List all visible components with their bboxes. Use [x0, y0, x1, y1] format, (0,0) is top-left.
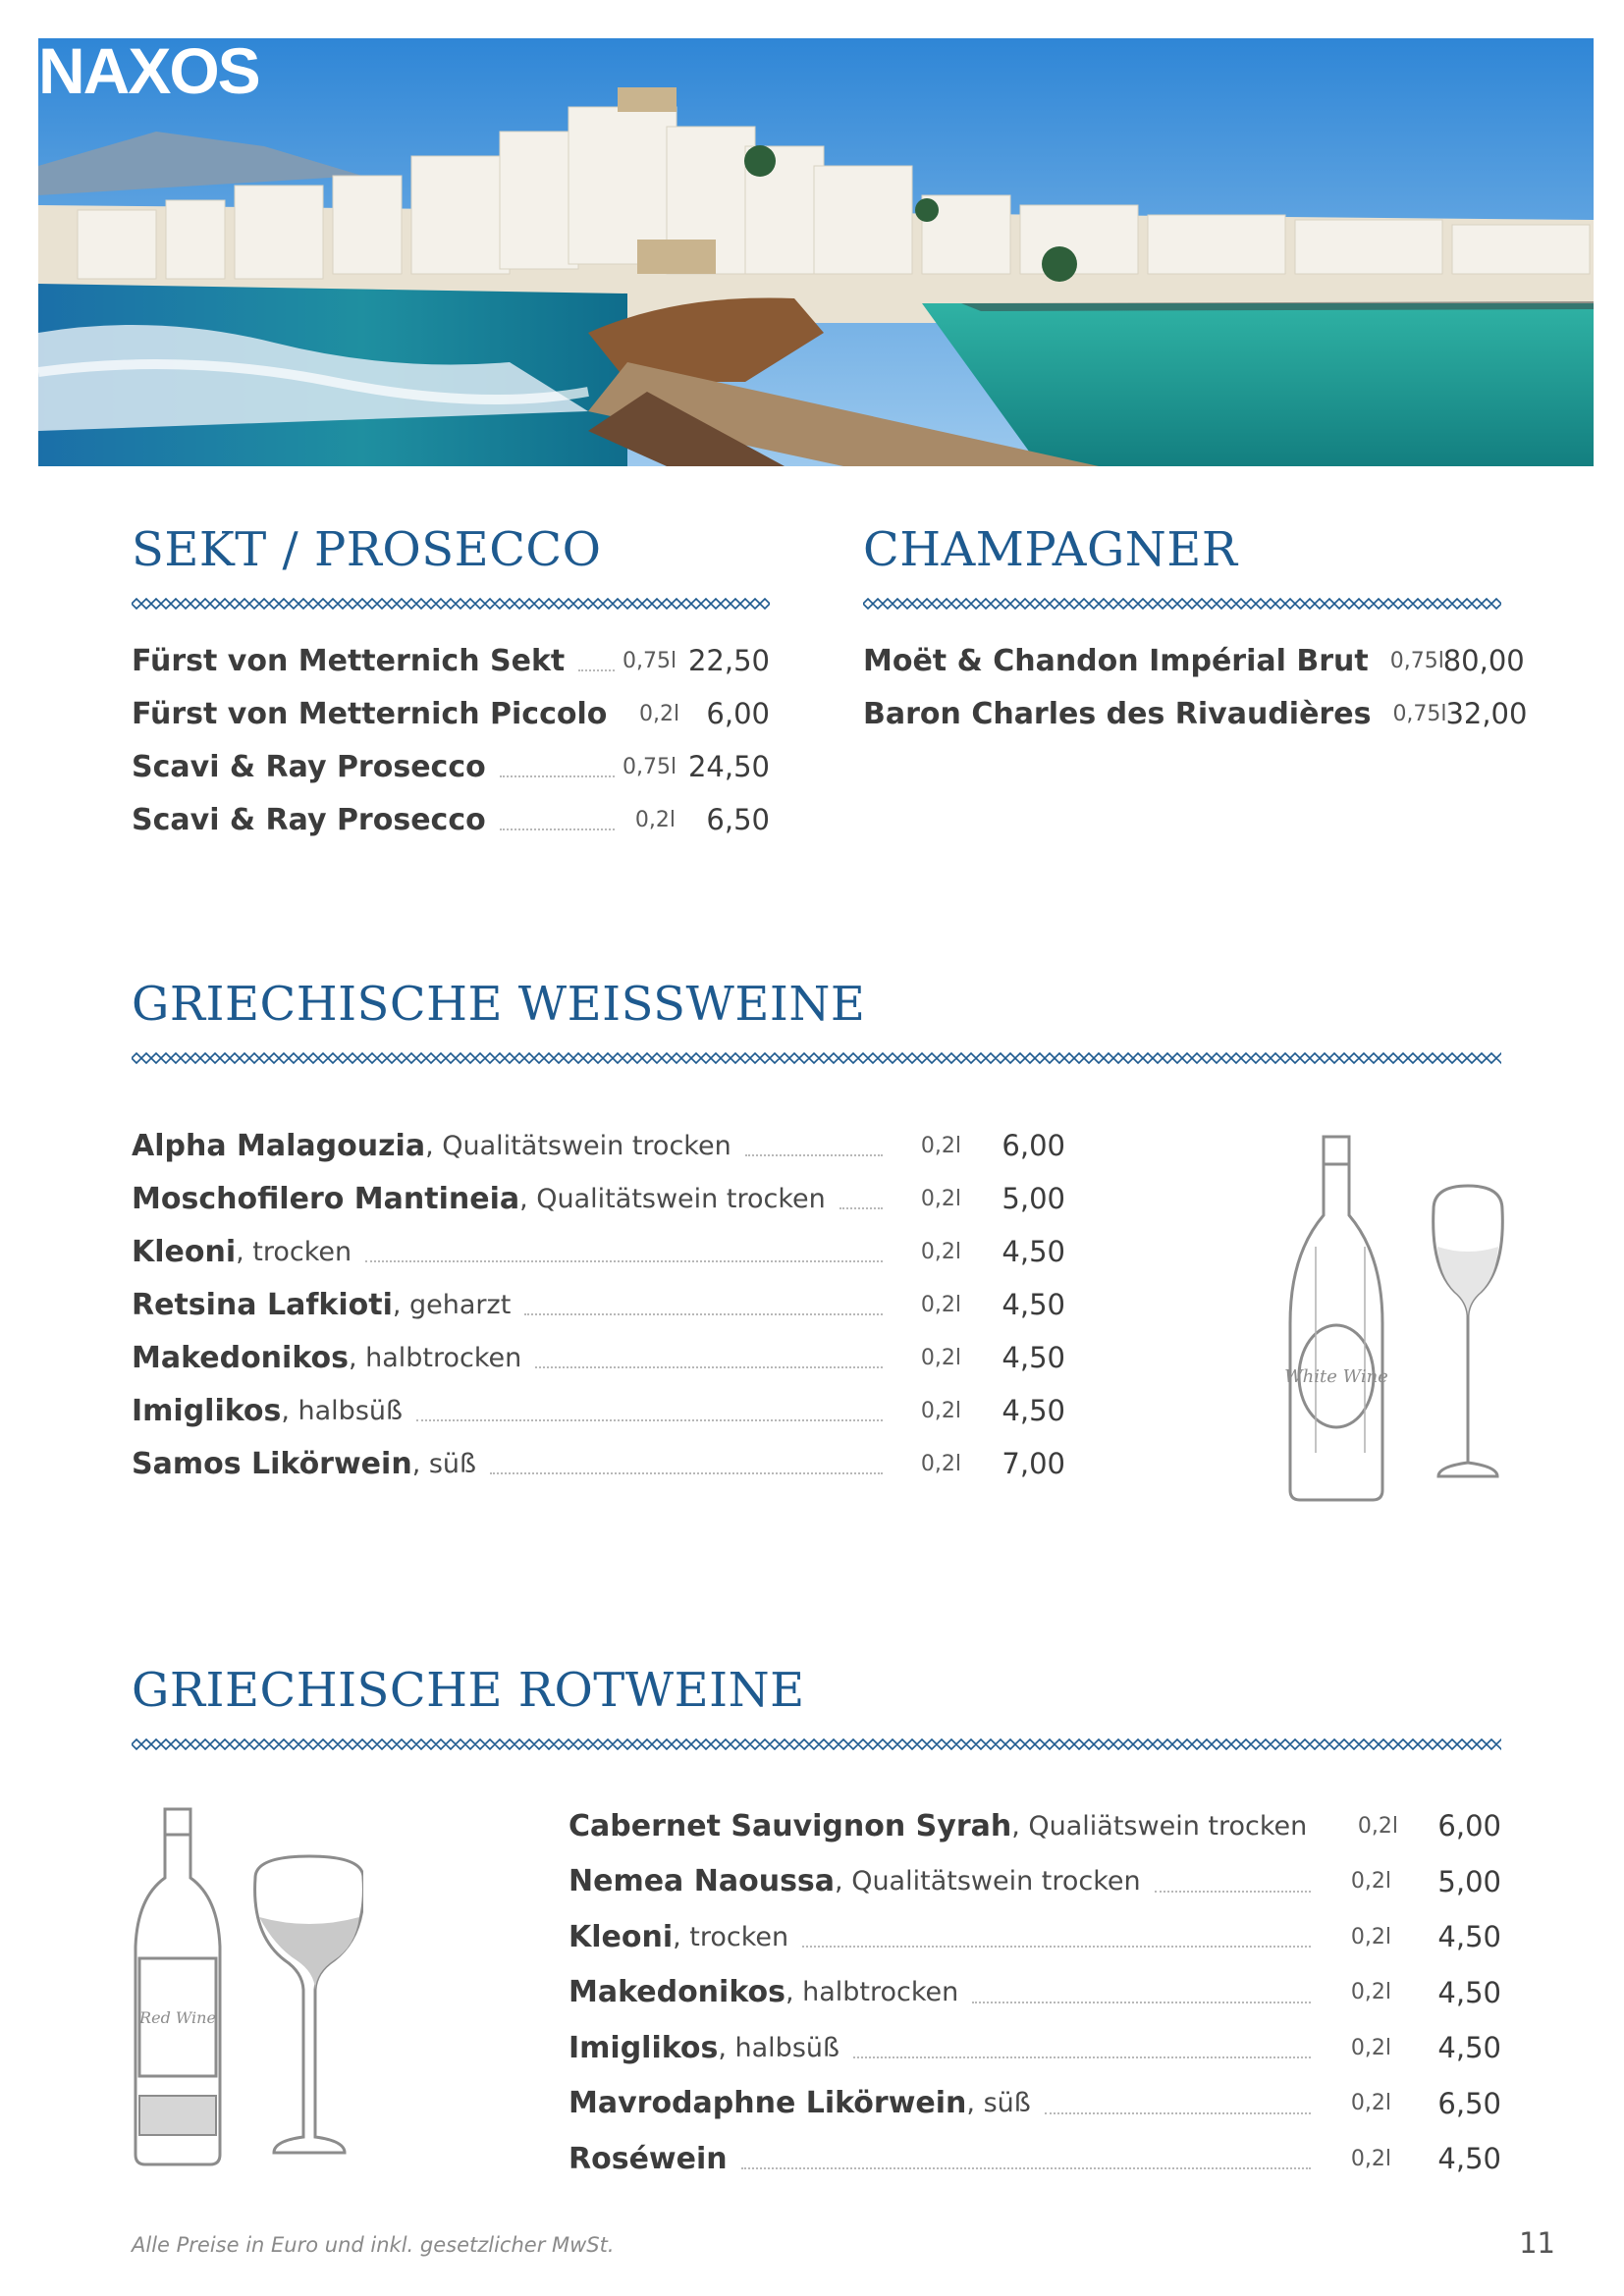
item-volume: 0,75l [1392, 701, 1447, 726]
item-volume: 0,2l [920, 1186, 961, 1211]
menu-item [568, 2139, 1501, 2178]
item-price: 6,00 [706, 697, 770, 730]
menu-item [568, 1862, 1501, 1901]
menu-item [132, 1232, 1065, 1271]
section-title-champagner: CHAMPAGNER [863, 522, 1238, 577]
menu-item [863, 694, 1528, 733]
wavy-divider [132, 597, 770, 611]
item-name: Mavrodaphne Likörwein [568, 2086, 967, 2120]
menu-item [132, 800, 770, 839]
leader-dots [1155, 1891, 1311, 1893]
hero-title: NAXOS [38, 38, 259, 107]
item-description: , halbtrocken [348, 1342, 522, 1373]
item-volume: 0,2l [1357, 1813, 1398, 1839]
menu-item [132, 694, 770, 733]
menu-item [132, 1179, 1065, 1218]
item-price: 4,50 [1001, 1394, 1065, 1427]
item-volume: 0,2l [1350, 2035, 1391, 2060]
item-volume: 0,2l [920, 1451, 961, 1476]
leader-dots [535, 1366, 883, 1368]
item-price: 6,50 [1437, 2086, 1501, 2120]
leader-dots [853, 2056, 1311, 2058]
item-price: 4,50 [1437, 1920, 1501, 1953]
leader-dots [490, 1472, 883, 1474]
leader-dots [578, 669, 615, 671]
menu-item [132, 1126, 1065, 1165]
item-price: 4,50 [1437, 2142, 1501, 2175]
item-name: Moschofilero Mantineia [132, 1181, 520, 1216]
item-volume: 0,75l [623, 754, 677, 779]
section-title-rotweine: GRIECHISCHE ROTWEINE [132, 1663, 805, 1718]
menu-item [132, 1391, 1065, 1430]
item-price: 5,00 [1437, 1864, 1501, 1898]
item-name: Fürst von Metternich Piccolo [132, 696, 608, 731]
item-volume: 0,2l [1350, 1924, 1391, 1949]
item-name: Makedonikos [132, 1340, 349, 1375]
item-name: Imiglikos [568, 2030, 719, 2065]
item-name: Moët & Chandon Impérial Brut [863, 643, 1369, 678]
menu-item [132, 1285, 1065, 1324]
item-price: 6,00 [1001, 1129, 1065, 1162]
item-name: Roséwein [568, 2141, 728, 2176]
leader-dots [500, 828, 615, 830]
leader-dots [802, 1946, 1311, 1948]
section-title-weissweine: GRIECHISCHE WEISSWEINE [132, 977, 866, 1032]
menu-item [568, 1806, 1501, 1845]
item-description: , halbtrocken [785, 1977, 959, 2007]
leader-dots [745, 1154, 883, 1156]
item-description: , trocken [673, 1921, 789, 1952]
item-description: , halbsüß [718, 2032, 840, 2063]
item-name: Scavi & Ray Prosecco [132, 749, 486, 784]
item-price: 22,50 [687, 644, 770, 677]
item-description: , Qualitätswein trocken [835, 1866, 1141, 1896]
footer-note: Alle Preise in Euro und inkl. gesetzlicher MwSt. [132, 2233, 615, 2257]
item-volume: 0,2l [920, 1239, 961, 1264]
item-name: Imiglikos [132, 1393, 282, 1428]
item-description: , Qualitätswein trocken [519, 1183, 826, 1214]
item-description: , halbsüß [281, 1395, 404, 1426]
item-description: , süß [966, 2088, 1031, 2118]
item-volume: 0,2l [920, 1345, 961, 1370]
menu-item [132, 641, 770, 680]
item-volume: 0,2l [920, 1398, 961, 1423]
menu-item [568, 2084, 1501, 2123]
leader-dots [500, 775, 615, 777]
leader-dots [416, 1419, 883, 1421]
menu-item [132, 1444, 1065, 1483]
item-price: 7,00 [1001, 1447, 1065, 1480]
leader-dots [972, 2002, 1311, 2003]
leader-dots [1045, 2112, 1311, 2114]
item-volume: 0,2l [1350, 1869, 1391, 1894]
item-name: Nemea Naoussa [568, 1864, 836, 1898]
item-name: Baron Charles des Rivaudières [863, 696, 1372, 731]
leader-dots [741, 2167, 1311, 2169]
item-price: 6,00 [1437, 1809, 1501, 1842]
item-name: Cabernet Sauvignon Syrah [568, 1808, 1012, 1843]
wavy-divider [863, 597, 1501, 611]
page-number: 11 [1519, 2226, 1555, 2260]
item-price: 4,50 [1001, 1341, 1065, 1374]
section-title-sekt: SEKT / PROSECCO [132, 522, 602, 577]
white-wine-illustration [1276, 1129, 1512, 1507]
item-price: 32,00 [1445, 697, 1528, 730]
leader-dots [365, 1260, 883, 1262]
leader-dots [524, 1313, 883, 1315]
item-name: Fürst von Metternich Sekt [132, 643, 566, 678]
bottle-label: White Wine [1284, 1366, 1388, 1387]
item-price: 5,00 [1001, 1182, 1065, 1215]
item-description: , trocken [236, 1236, 352, 1267]
item-volume: 0,2l [634, 807, 676, 832]
leader-dots [839, 1207, 883, 1209]
item-volume: 0,2l [638, 701, 680, 726]
menu-item [568, 1917, 1501, 1956]
item-name: Retsina Lafkioti [132, 1287, 393, 1322]
item-volume: 0,2l [1350, 2091, 1391, 2115]
item-name: Kleoni [132, 1234, 237, 1269]
item-name: Scavi & Ray Prosecco [132, 802, 486, 837]
item-price: 6,50 [706, 803, 770, 836]
item-volume: 0,2l [1350, 1980, 1391, 2004]
menu-item [568, 2028, 1501, 2067]
item-description: , Qualitätswein trocken [425, 1130, 731, 1161]
item-name: Samos Likörwein [132, 1446, 412, 1481]
wavy-divider [132, 1737, 1501, 1751]
bottle-label: Red Wine [139, 2008, 216, 2027]
item-name: Alpha Malagouzia [132, 1128, 426, 1163]
item-price: 4,50 [1001, 1288, 1065, 1321]
item-volume: 0,75l [1389, 648, 1444, 673]
item-description: , geharzt [392, 1289, 512, 1320]
item-description: , Qualiätswein trocken [1011, 1810, 1308, 1842]
item-price: 24,50 [687, 750, 770, 783]
item-volume: 0,2l [920, 1133, 961, 1158]
item-volume: 0,2l [920, 1292, 961, 1317]
item-price: 4,50 [1437, 1975, 1501, 2009]
item-price: 80,00 [1442, 644, 1525, 677]
item-name: Kleoni [568, 1919, 674, 1954]
wavy-divider [132, 1051, 1501, 1065]
item-volume: 0,2l [1350, 2146, 1391, 2171]
hero-image [38, 38, 1594, 466]
menu-item [132, 747, 770, 786]
item-description: , süß [411, 1448, 477, 1479]
menu-item [863, 641, 1525, 680]
item-name: Makedonikos [568, 1975, 785, 2009]
item-price: 4,50 [1001, 1235, 1065, 1268]
menu-item [132, 1338, 1065, 1377]
item-volume: 0,75l [623, 648, 677, 673]
item-price: 4,50 [1437, 2031, 1501, 2064]
menu-item [568, 1973, 1501, 2012]
naxos-photo [38, 38, 1594, 466]
red-wine-illustration [128, 1801, 363, 2179]
